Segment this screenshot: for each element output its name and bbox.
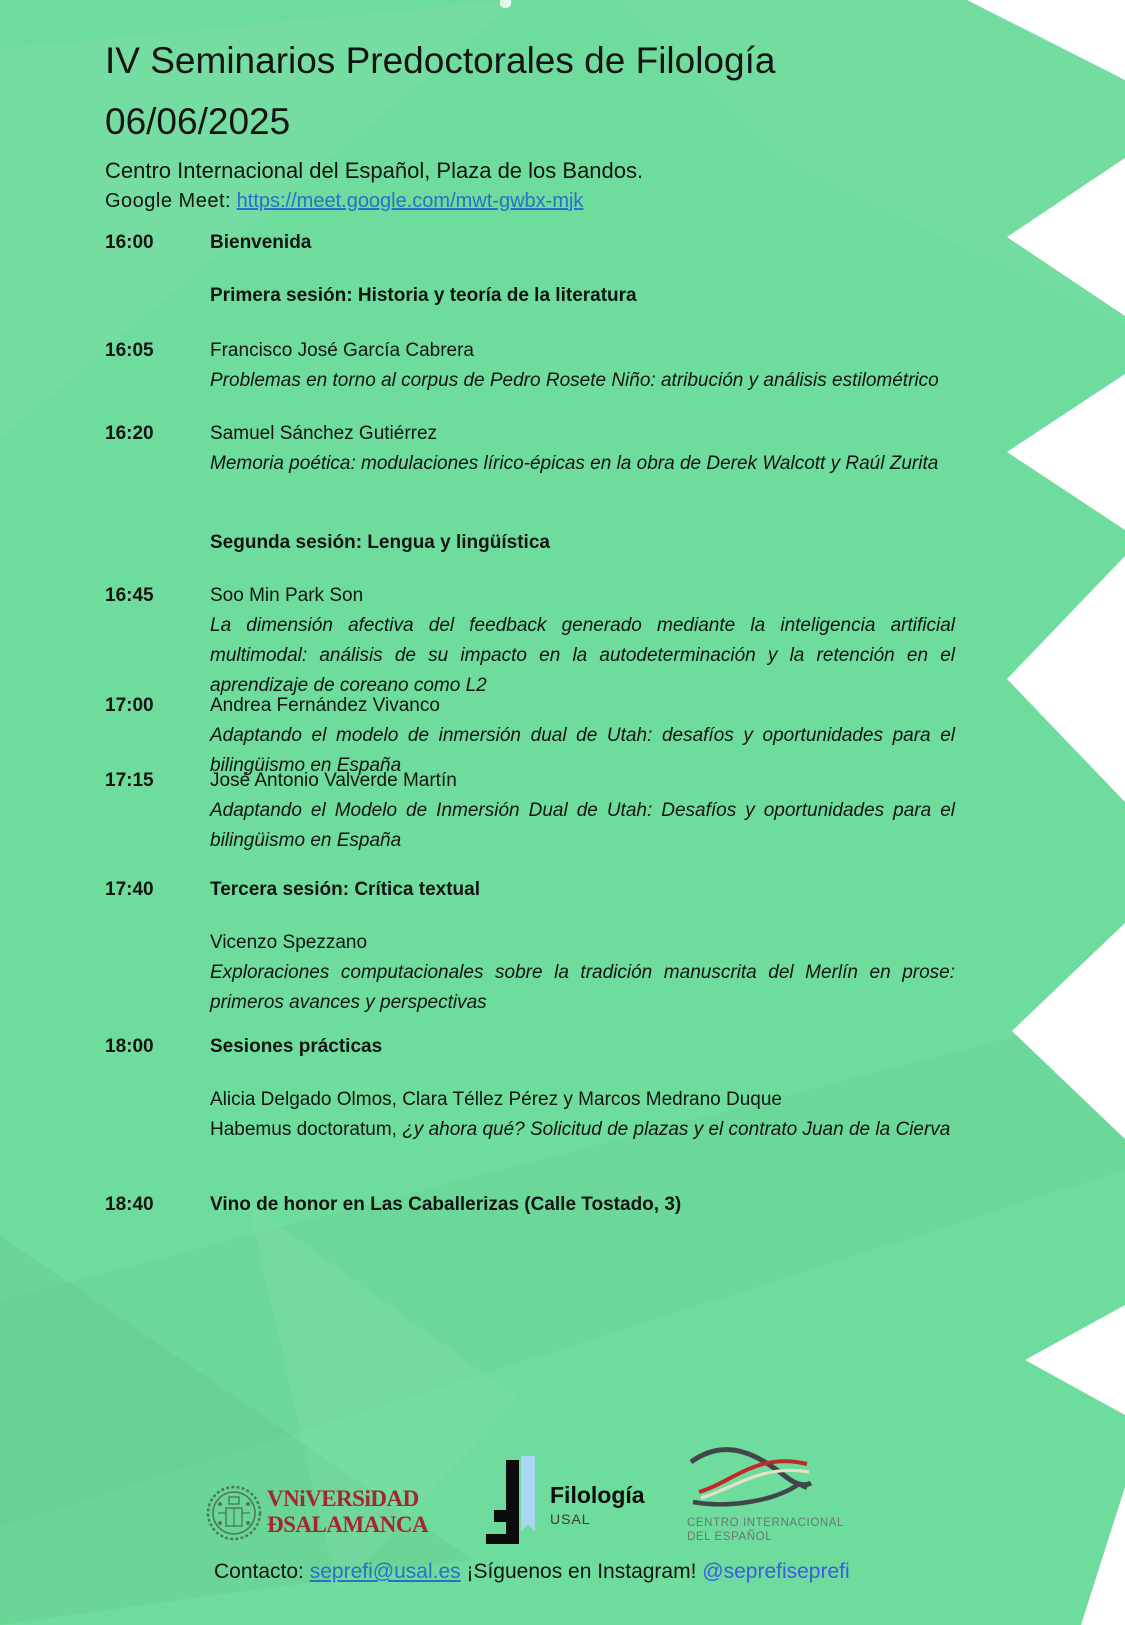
background-corner-wedge — [967, 0, 1125, 80]
talk-title-latin-prefix: Habemus doctoratum, — [210, 1119, 397, 1140]
schedule-row — [105, 875, 973, 905]
event-date: 06/06/2025 — [105, 101, 291, 142]
usal-logo-line1: VNiVERSiDAD — [267, 1486, 419, 1511]
speaker-name: Francisco José García Cabrera — [210, 340, 474, 361]
schedule-row — [105, 1085, 973, 1145]
schedule-row — [105, 419, 973, 479]
row-time: 16:45 — [105, 585, 154, 606]
background-chevron-notch — [1025, 1305, 1125, 1415]
schedule-row — [105, 1032, 973, 1062]
meet-label: Google Meet: — [105, 190, 232, 212]
usal-logo — [205, 1482, 465, 1552]
usal-logo-line2: ÐSALAMANCA — [267, 1512, 429, 1537]
cie-logo-line2: DEL ESPAÑOL — [687, 1531, 773, 1543]
filologia-logo-sub: USAL — [550, 1511, 591, 1527]
filologia-logo-name: Filología — [550, 1482, 645, 1508]
page-title: IV Seminarios Predoctorales de Filología — [105, 40, 776, 81]
speaker-name: Vicenzo Spezzano — [210, 932, 368, 953]
filologia-logo — [478, 1452, 668, 1552]
instagram-callout: ¡Síguenos en Instagram! — [466, 1560, 697, 1583]
row-time: 16:00 — [105, 232, 154, 253]
session-heading: Tercera sesión: Crítica textual — [210, 879, 480, 900]
contact-label: Contacto: — [214, 1560, 304, 1583]
filologia-f-icon — [478, 1452, 542, 1550]
background-artifact-dot — [500, 0, 511, 8]
talk-title: Adaptando el modelo de inmersión dual de Utah: desafíos y oportunidades para el bilingüismo en España — [210, 725, 955, 776]
talk-title: Memoria poética: modulaciones lírico-épicas en la obra de Derek Walcott y Raúl Zurita — [210, 453, 939, 474]
schedule-row — [105, 528, 973, 558]
talk-title: Exploraciones computacionales sobre la tradición manuscrita del Merlín en prose: primeros avances y perspectivas — [210, 962, 955, 1013]
background-chevron-notch — [1007, 556, 1125, 802]
row-heading: Bienvenida — [210, 232, 312, 253]
meet-link[interactable]: https://meet.google.com/mwt-gwbx-mjk — [236, 190, 584, 212]
background-chevron-notch — [1012, 923, 1125, 1139]
speaker-name: Samuel Sánchez Gutiérrez — [210, 423, 438, 444]
venue-line: Centro Internacional del Español, Plaza de los Bandos. — [105, 158, 644, 183]
schedule-row — [105, 281, 973, 311]
cie-logo-line1: CENTRO INTERNACIONAL — [687, 1517, 845, 1529]
row-time: 16:05 — [105, 340, 154, 361]
row-time: 17:15 — [105, 770, 154, 791]
speaker-name: José Antonio Valverde Martín — [210, 770, 457, 791]
speaker-name: Alicia Delgado Olmos, Clara Téllez Pérez y Marcos Medrano Duque — [210, 1089, 783, 1110]
meet-line — [105, 190, 583, 213]
talk-title: Adaptando el Modelo de Inmersión Dual de Utah: Desafíos y oportunidades para el bilingüismo en España — [210, 800, 955, 851]
schedule-row — [105, 766, 973, 856]
session-heading: Sesiones prácticas — [210, 1036, 383, 1057]
row-time: 16:20 — [105, 423, 154, 444]
speaker-name: Soo Min Park Son — [210, 585, 364, 606]
session-heading: Primera sesión: Historia y teoría de la literatura — [210, 285, 637, 306]
schedule-row — [105, 336, 973, 396]
contact-email-link[interactable]: seprefi@usal.es — [309, 1560, 461, 1583]
background-corner-wedge — [1081, 1487, 1125, 1625]
instagram-handle-link[interactable]: @seprefiseprefi — [702, 1560, 850, 1583]
row-time: 18:00 — [105, 1036, 154, 1057]
schedule-row — [105, 928, 973, 1018]
background-chevron-notch — [1007, 158, 1125, 316]
row-time: 17:00 — [105, 695, 154, 716]
contact-line — [214, 1560, 850, 1584]
schedule-row — [105, 228, 973, 258]
cie-logo — [685, 1440, 855, 1550]
talk-title-rest: ¿y ahora qué? Solicitud de plazas y el contrato Juan de la Cierva — [402, 1119, 951, 1140]
row-time: 18:40 — [105, 1194, 154, 1215]
talk-title — [210, 1115, 955, 1145]
background-chevron-notch — [1007, 374, 1125, 530]
schedule-row — [105, 1190, 973, 1220]
row-time: 17:40 — [105, 879, 154, 900]
talk-title: La dimensión afectiva del feedback generado mediante la inteligencia artificial multimodal: análisis de su impacto en la autodeterminación y la retención en el aprendizaje de coreano como L2 — [210, 615, 955, 696]
cie-swoosh-icon — [685, 1440, 815, 1512]
row-heading: Vino de honor en Las Caballerizas (Calle Tostado, 3) — [210, 1194, 682, 1215]
speaker-name: Andrea Fernández Vivanco — [210, 695, 440, 716]
session-heading: Segunda sesión: Lengua y lingüística — [210, 532, 550, 553]
usal-seal-icon — [205, 1482, 263, 1544]
talk-title: Problemas en torno al corpus de Pedro Rosete Niño: atribución y análisis estilométrico — [210, 370, 939, 391]
schedule-row — [105, 581, 973, 701]
